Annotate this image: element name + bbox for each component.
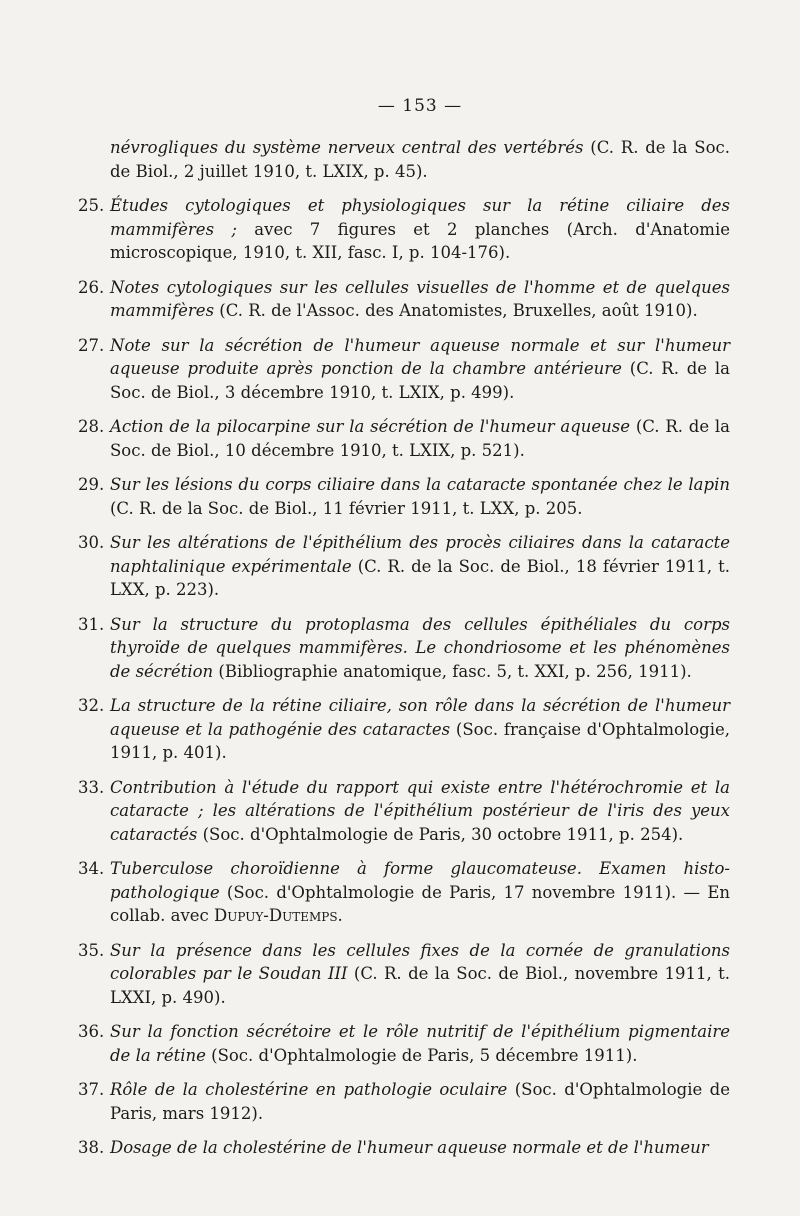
entry-reference: (C. R. de la Soc. de Biol., novembre 1911, t. LXXI, p. 490). <box>110 964 730 1007</box>
page-number: — 153 — <box>377 96 463 116</box>
entry-number: 27. <box>78 335 105 355</box>
entry-reference: (Bibliographie anatomique, fasc. 5, t. XXI, p. 256, 1911). <box>213 661 692 681</box>
entry-title: Note sur la sécrétion de l'humeur aqueuse normale et sur l'humeur aqueuse produite après ponction de la chambre antérieure <box>110 335 730 378</box>
entry-number: 25. <box>78 196 105 215</box>
bibliography-entry <box>78 939 730 1010</box>
entry-number: 34. <box>78 859 105 878</box>
entry-number: 36. <box>78 1022 105 1041</box>
entry-number: 37. <box>78 1080 105 1099</box>
bibliography-entry <box>78 334 730 405</box>
bibliography-entry <box>78 1020 730 1067</box>
entry-number: 31. <box>78 614 105 634</box>
entry-number: 35. <box>78 940 105 960</box>
entry-number: 32. <box>78 696 105 715</box>
entry-title: Action de la pilocarpine sur la sécrétion de l'humeur aqueuse <box>110 417 631 436</box>
entry-reference: (C. R. de la Soc. de Biol., 10 décembre 1910, t. LXIX, p. 521). <box>110 417 730 460</box>
bibliography-list <box>78 136 731 1160</box>
entry-title: Sur les altérations de l'épithélium des procès ciliaires dans la cataracte naphtalinique expérimentale <box>110 533 730 576</box>
entry-number: 28. <box>78 417 105 436</box>
bibliography-entry <box>78 194 730 265</box>
entry-reference: (Soc. d'Ophtalmologie de Paris, mars 1912). <box>110 1080 730 1123</box>
entry-reference: (Soc. d'Ophtalmologie de Paris, 30 octobre 1911, p. 254). <box>197 824 684 844</box>
entry-reference: (Soc. d'Ophtalmologie de Paris, 17 novembre 1911). — En collab. avec <box>110 882 730 925</box>
bibliography-entry <box>78 1078 730 1125</box>
entry-title: Études cytologiques et physiologiques sur la rétine ciliaire des mammifères ; <box>110 196 730 239</box>
entry-number: 38. <box>78 1138 105 1157</box>
bibliography-entry <box>78 857 730 928</box>
bibliography-entry <box>78 473 730 520</box>
entry-title: Sur les lésions du corps ciliaire dans la cataracte spontanée chez le lapin <box>110 475 730 494</box>
entry-reference: (Soc. française d'Ophtalmologie, 1911, p. 401). <box>110 719 731 762</box>
entry-reference: (C. R. de la Soc. de Biol., 3 décembre 1910, t. LXIX, p. 499). <box>110 359 730 402</box>
entry-number: 26. <box>78 277 105 297</box>
bibliography-entry <box>78 776 730 847</box>
bibliography-entry <box>78 531 731 602</box>
entry-reference: (C. R. de la Soc. de Biol., 11 février 1911, t. LXX, p. 205. <box>110 498 583 518</box>
entry-reference: avec 7 figures et 2 planches (Arch. d'Anatomie microscopique, 1910, t. XII, fasc. I, p. 104-176). <box>110 219 730 262</box>
entry-title: Contribution à l'étude du rapport qui existe entre l'hétérochromie et la cataracte ; les altérations de l'épithélium postérieur de l'iris des yeux cataractés <box>110 777 730 844</box>
entry-title: névrogliques du système nerveux central des vertébrés <box>110 138 584 157</box>
bibliography-entry <box>78 276 730 323</box>
bibliography-entry <box>78 613 730 684</box>
entry-number: 33. <box>78 777 105 797</box>
entry-collaborator: Dupuy-Dutemps. <box>214 906 343 925</box>
entry-title: Rôle de la cholestérine en pathologie oculaire <box>110 1080 508 1099</box>
entry-reference: (C. R. de la Soc. de Biol., 2 juillet 1910, t. LXIX, p. 45). <box>110 138 730 181</box>
entry-title: La structure de la rétine ciliaire, son rôle dans la sécrétion de l'humeur aqueuse et la pathogénie des cataractes <box>110 696 730 739</box>
entry-title: Sur la présence dans les cellules fixes de la cornée de granulations colorables par le Soudan III <box>110 940 730 983</box>
entry-title: Dosage de la cholestérine de l'humeur aqueuse normale et de l'humeur <box>110 1138 709 1157</box>
entry-reference: (C. R. de l'Assoc. des Anatomistes, Bruxelles, août 1910). <box>214 301 698 320</box>
entry-title: Sur la fonction sécrétoire et le rôle nutritif de l'épithélium pigmentaire de la rétine <box>110 1022 730 1065</box>
bibliography-entry <box>78 1136 730 1160</box>
bibliography-entry <box>78 415 730 462</box>
entry-title: Tuberculose choroïdienne à forme glaucomateuse. Examen histo-pathologique <box>110 859 730 902</box>
entry-number: 30. <box>78 533 105 552</box>
entry-reference: (C. R. de la Soc. de Biol., 18 février 1911, t. LXX, p. 223). <box>110 556 731 599</box>
entry-title: Notes cytologiques sur les cellules visuelles de l'homme et de quelques mammifères <box>110 277 730 320</box>
entry-number: 29. <box>78 475 105 494</box>
entry-title: Sur la structure du protoplasma des cellules épithéliales du corps thyroïde de quelques mammifères. Le chondriosome et les phénomènes de sécrétion <box>110 614 730 681</box>
entry-reference: (Soc. d'Ophtalmologie de Paris, 5 décembre 1911). <box>205 1045 638 1065</box>
bibliography-entry <box>110 136 730 183</box>
bibliography-entry <box>78 694 731 765</box>
